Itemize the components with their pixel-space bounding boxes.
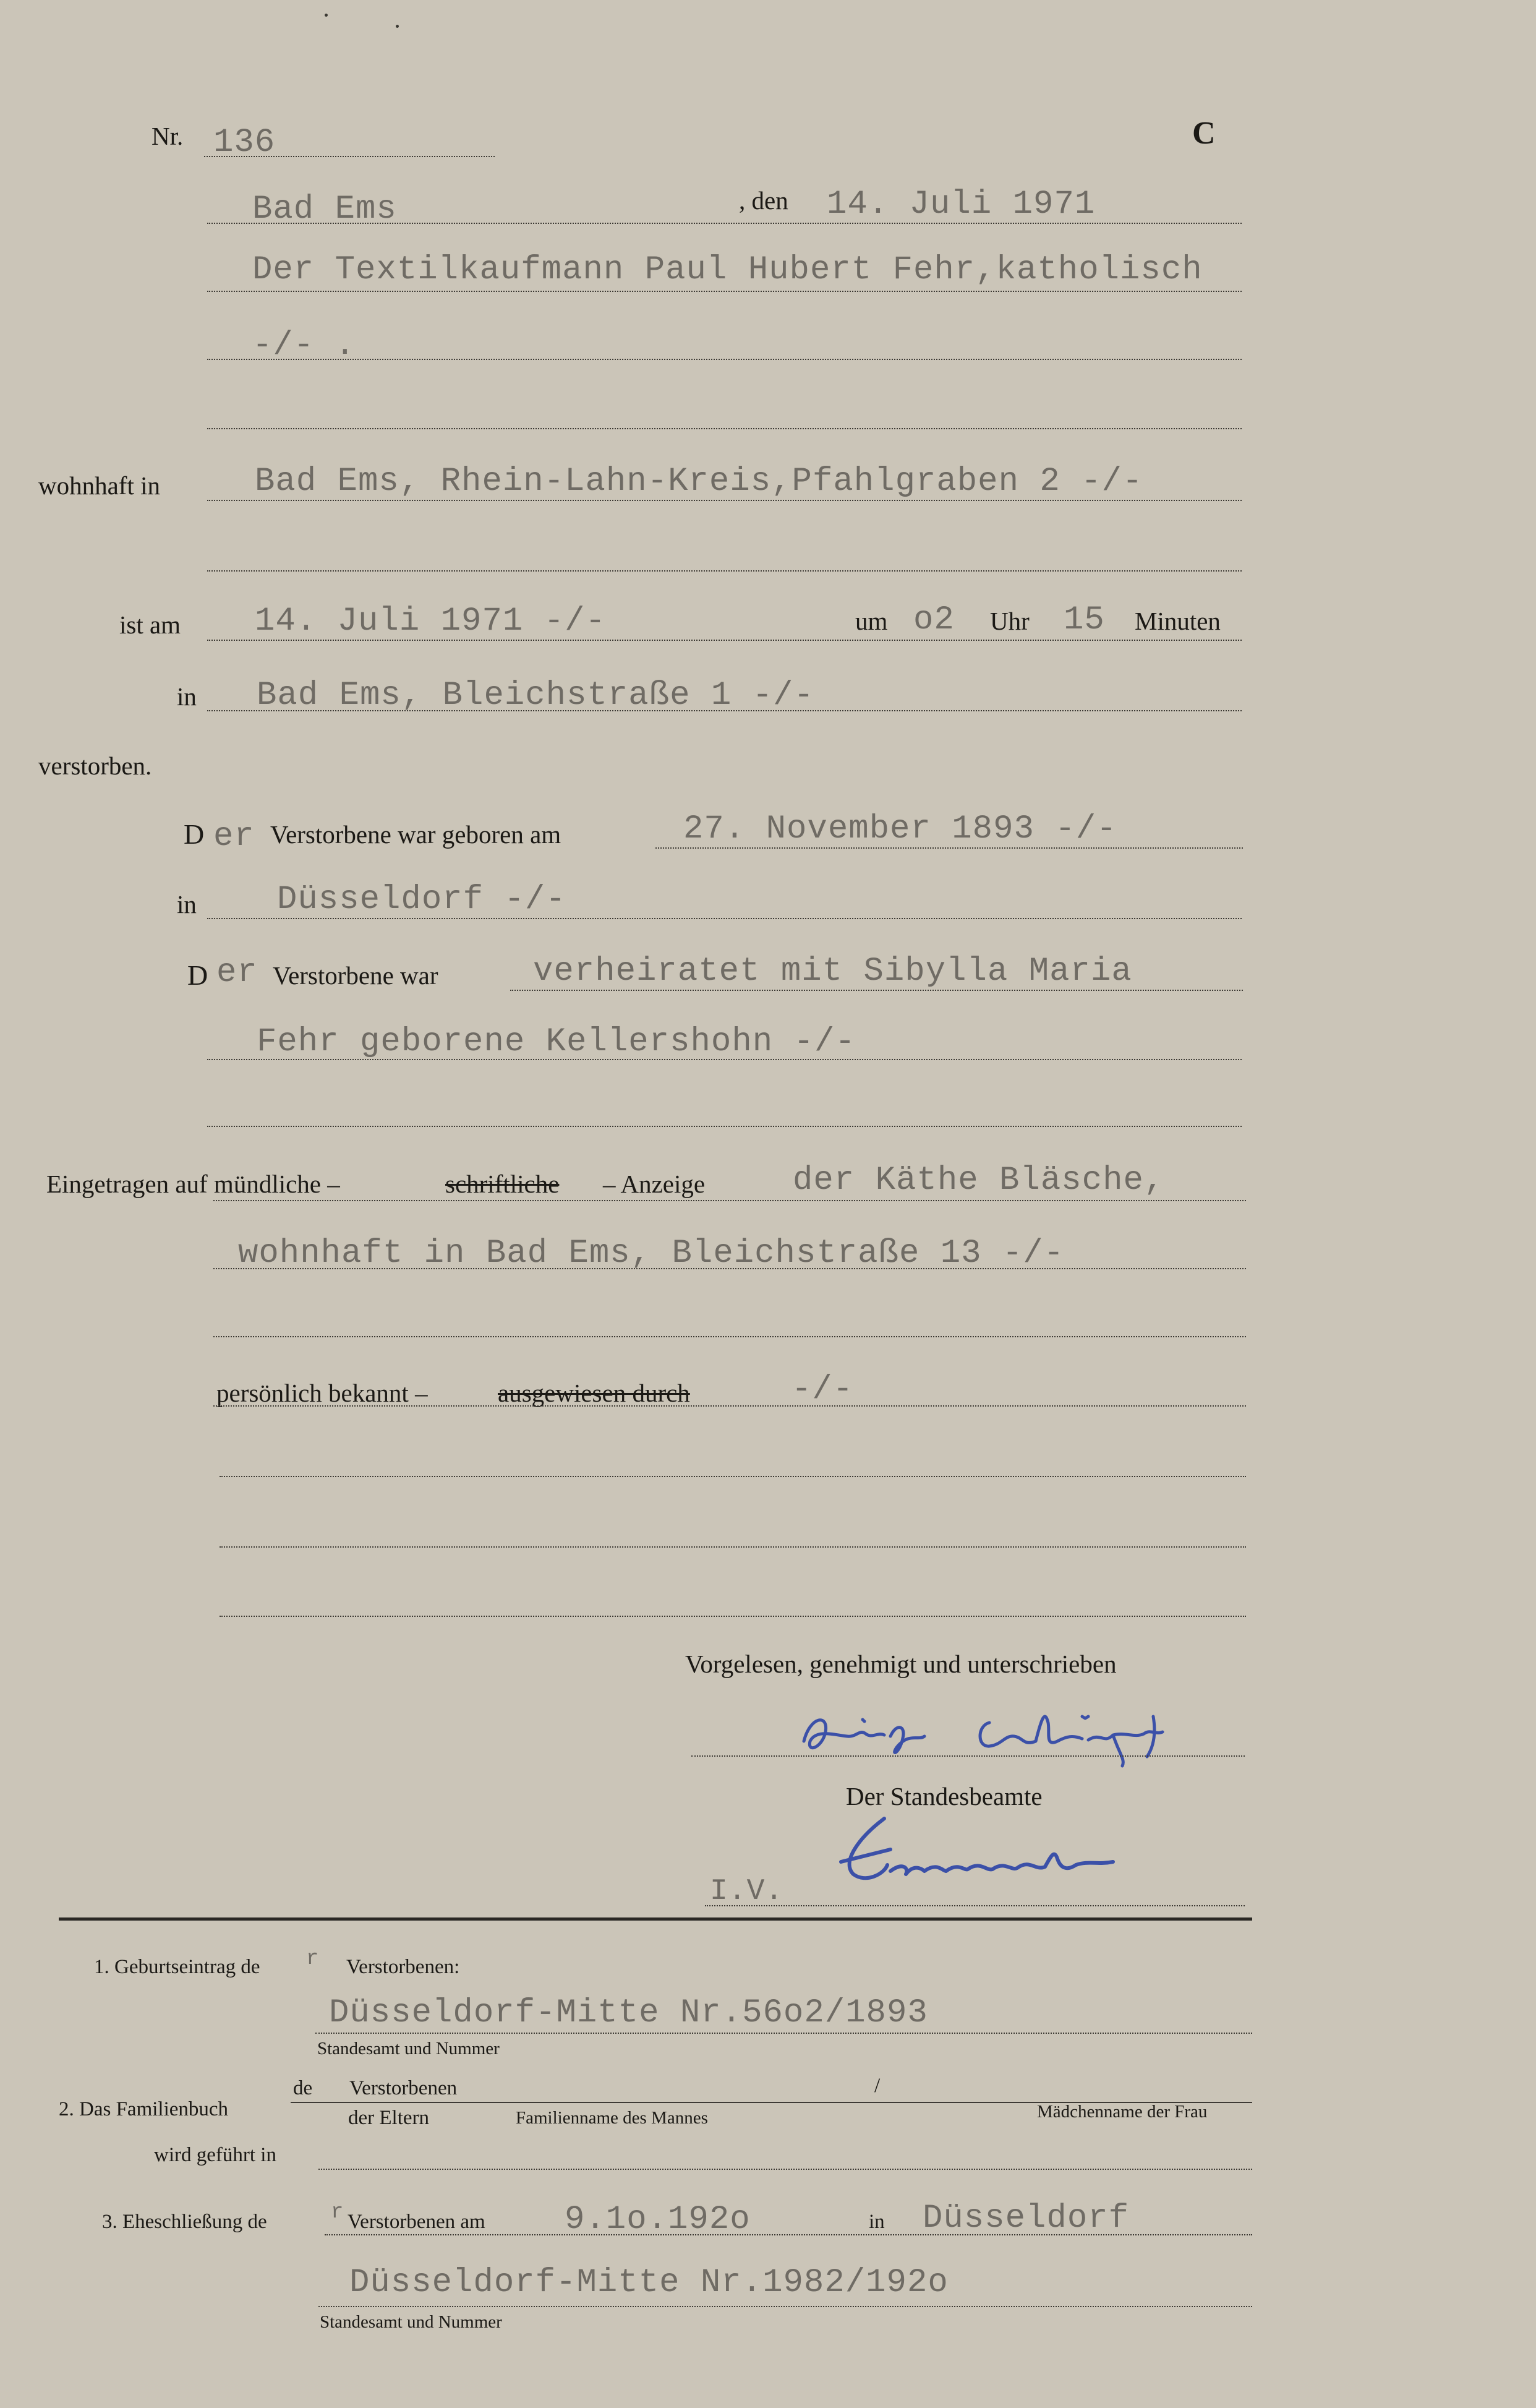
um-label: um xyxy=(855,607,888,635)
residence-rule-2 xyxy=(207,570,1242,572)
death-date-rule xyxy=(207,640,1242,641)
read-approved-text: Vorgelesen, genehmigt und unterschrieben xyxy=(685,1650,1117,1678)
footer3-typed-r: r xyxy=(331,2201,344,2224)
footer-separator xyxy=(59,1917,1252,1921)
paper-speck xyxy=(325,14,328,17)
death-in-label: in xyxy=(177,682,197,711)
footer2-mann-caption: Familienname des Mannes xyxy=(516,2108,708,2128)
nr-line xyxy=(204,156,495,157)
known-label-struck: ausgewiesen durch xyxy=(498,1379,690,1407)
entry-date: 14. Juli 1971 xyxy=(827,186,1096,223)
known-rule xyxy=(213,1405,1246,1407)
paper-speck xyxy=(396,25,399,28)
footer3-value-rule xyxy=(318,2306,1252,2307)
footer1-value: Düsseldorf-Mitte Nr.56o2/1893 xyxy=(329,1994,928,2032)
known-label-a: persönlich bekannt – xyxy=(216,1379,428,1407)
entry-place: Bad Ems xyxy=(252,191,397,228)
report-label-b: – Anzeige xyxy=(603,1170,706,1198)
footer2-slash: / xyxy=(874,2075,881,2097)
blank-rule-2 xyxy=(220,1546,1246,1548)
footer1-label-b: Verstorbenen: xyxy=(346,1956,460,1978)
marital-rule-3 xyxy=(207,1126,1242,1127)
minuten-label: Minuten xyxy=(1135,607,1221,635)
blank-rule-3 xyxy=(220,1616,1246,1617)
death-place: Bad Ems, Bleichstraße 1 -/- xyxy=(257,677,814,714)
residence-value: Bad Ems, Rhein-Lahn-Kreis,Pfahlgraben 2 -/- xyxy=(255,463,1143,500)
nr-value: 136 xyxy=(213,124,276,161)
footer3-value: Düsseldorf-Mitte Nr.1982/192o xyxy=(349,2264,949,2302)
footer1-rule xyxy=(315,2033,1252,2034)
birth-date-rule xyxy=(655,847,1243,849)
footer3-place: Düsseldorf xyxy=(923,2200,1130,2237)
birth-place: Düsseldorf -/- xyxy=(277,881,566,919)
footer3-date: 9.1o.192o xyxy=(565,2201,751,2239)
witness-signature xyxy=(791,1698,1249,1772)
death-label: ist am xyxy=(119,611,181,639)
report-value-1: der Käthe Bläsche, xyxy=(793,1162,1165,1199)
person-line-2: -/- . xyxy=(252,327,356,364)
death-place-rule xyxy=(207,710,1242,711)
place-date-line xyxy=(207,223,1242,224)
report-rule-1 xyxy=(213,1200,1246,1201)
footer1-caption: Standesamt und Nummer xyxy=(317,2039,500,2059)
nr-label: Nr. xyxy=(151,122,184,150)
footer2-verstorbenen: Verstorbenen xyxy=(349,2077,458,2099)
marital-label: Verstorbene war xyxy=(273,961,438,990)
birth-label: Verstorbene war geboren am xyxy=(270,820,561,849)
person-line-2-rule xyxy=(207,359,1242,360)
death-hour: o2 xyxy=(913,601,955,639)
footer2-eltern: der Eltern xyxy=(348,2107,430,2129)
birth-date: 27. November 1893 -/- xyxy=(683,810,1117,848)
footer3-label: 3. Eheschließung de xyxy=(102,2211,267,2233)
birth-place-rule xyxy=(207,918,1242,919)
footer1-typed-r: r xyxy=(306,1947,320,1971)
footer3-in: in xyxy=(869,2211,885,2233)
report-rule-3 xyxy=(213,1336,1246,1337)
footer2-gefuehrt-rule xyxy=(318,2169,1252,2170)
marital-line-2: Fehr geborene Kellershohn -/- xyxy=(257,1023,856,1061)
known-value: -/- xyxy=(791,1371,854,1408)
footer3-label-b: Verstorbenen am xyxy=(348,2211,485,2233)
person-line-3-rule xyxy=(207,428,1242,429)
footer1-label: 1. Geburtseintrag de xyxy=(94,1956,260,1978)
report-value-2: wohnhaft in Bad Ems, Bleichstraße 13 -/- xyxy=(238,1235,1065,1272)
residence-rule xyxy=(207,500,1242,501)
registrar-label: Der Standesbeamte xyxy=(846,1782,1043,1810)
footer2-frau-caption: Mädchenname der Frau xyxy=(1037,2102,1208,2122)
marital-rule-2 xyxy=(207,1059,1242,1060)
registrar-rule xyxy=(705,1905,1245,1906)
residence-label: wohnhaft in xyxy=(38,471,160,500)
person-line-1-rule xyxy=(207,291,1242,292)
footer2-de: de xyxy=(293,2077,313,2099)
den-label: , den xyxy=(739,186,788,215)
registrar-signature xyxy=(816,1812,1163,1905)
birth-prefix: D xyxy=(184,818,205,850)
report-label-struck: schriftliche xyxy=(445,1170,560,1198)
footer3-rule xyxy=(325,2234,1252,2235)
footer3-caption: Standesamt und Nummer xyxy=(320,2312,502,2332)
iv-label: I.V. xyxy=(710,1875,784,1908)
marital-prefix: D xyxy=(187,959,208,991)
footer2-gefuehrt: wird geführt in xyxy=(154,2144,276,2166)
birth-typed-suffix: er xyxy=(213,818,255,855)
uhr-label: Uhr xyxy=(990,607,1030,635)
report-label-a: Eingetragen auf mündliche – xyxy=(46,1170,340,1198)
marital-rule-1 xyxy=(510,990,1243,991)
report-rule-2 xyxy=(213,1268,1246,1269)
death-date: 14. Juli 1971 -/- xyxy=(255,602,606,640)
blank-rule-1 xyxy=(220,1476,1246,1477)
death-minute: 15 xyxy=(1064,601,1105,639)
footer2-label: 2. Das Familienbuch xyxy=(59,2098,229,2120)
witness-signature-rule xyxy=(691,1755,1245,1757)
marital-line-1: verheiratet mit Sibylla Maria xyxy=(533,953,1132,990)
person-line-1: Der Textilkaufmann Paul Hubert Fehr,katholisch xyxy=(252,251,1203,289)
form-letter: C xyxy=(1192,116,1216,151)
birth-in-label: in xyxy=(177,890,197,919)
marital-typed-suffix: er xyxy=(216,954,258,992)
verstorben-label: verstorben. xyxy=(38,752,152,780)
